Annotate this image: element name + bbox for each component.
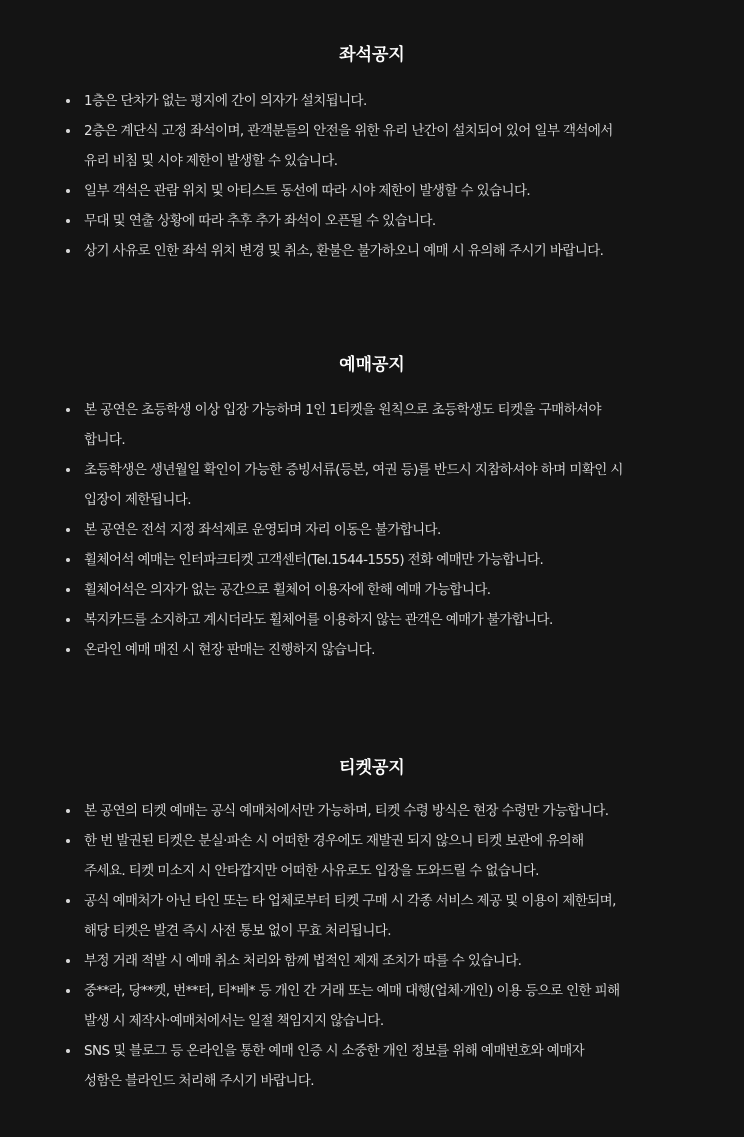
list-item [66,176,686,206]
bullet-icon [66,588,70,592]
list-item [66,455,686,515]
ticket-notice-list [66,796,686,1096]
list-item [66,575,686,605]
booking-notice-title: 예매공지 [339,355,405,375]
bullet-icon [66,249,70,253]
list-item [66,395,686,455]
seat-notice-section [0,43,744,259]
bullet-icon [66,959,70,963]
list-item-text: 1층은 단차가 없는 평지에 간이 의자가 설치됩니다. [84,93,367,109]
ticket-notice-section [0,756,744,1089]
list-item-text: 발생 시 제작사·예매처에서는 일절 책임지지 않습니다. [84,1013,384,1029]
list-item-text: 성함은 블라인드 처리해 주시기 바랍니다. [84,1073,314,1089]
list-item-text: 공식 예매처가 아닌 타인 또는 타 업체로부터 티켓 구매 시 각종 서비스 제공 및 이용이 제한되며, [84,893,616,909]
list-item [66,886,686,946]
list-item-text: 휠체어석은 의자가 없는 공간으로 휠체어 이용자에 한해 예매 가능합니다. [84,582,491,598]
list-item [66,826,686,886]
list-item-text: 합니다. [84,432,126,448]
seat-notice-list [66,86,686,266]
bullet-icon [66,839,70,843]
list-item-text: 유리 비침 및 시야 제한이 발생할 수 있습니다. [84,153,338,169]
bullet-icon [66,558,70,562]
list-item-text: 초등학생은 생년월일 확인이 가능한 증빙서류(등본, 여권 등)를 반드시 지참하셔야 하며 미확인 시 [84,462,623,478]
bullet-icon [66,648,70,652]
bullet-icon [66,468,70,472]
list-item-text: 복지카드를 소지하고 계시더라도 휠체어를 이용하지 않는 관객은 예매가 불가합니다. [84,612,553,628]
booking-notice-section [0,353,744,658]
seat-notice-title: 좌석공지 [339,45,405,65]
bullet-icon [66,408,70,412]
list-item-text: 해당 티켓은 발견 즉시 사전 통보 없이 무효 처리됩니다. [84,923,391,939]
list-item [66,605,686,635]
bullet-icon [66,129,70,133]
list-item [66,946,686,976]
bullet-icon [66,989,70,993]
list-item [66,635,686,665]
bullet-icon [66,219,70,223]
list-item [66,545,686,575]
bullet-icon [66,618,70,622]
list-item [66,116,686,176]
list-item [66,515,686,545]
list-item [66,976,686,1036]
bullet-icon [66,1049,70,1053]
list-item-text: 본 공연은 전석 지정 좌석제로 운영되며 자리 이동은 불가합니다. [84,522,441,538]
bullet-icon [66,899,70,903]
list-item-text: 중**라, 당**켓, 번**터, 티*베* 등 개인 간 거래 또는 예매 대행(업체·개인) 이용 등으로 인한 피해 [84,983,620,999]
bullet-icon [66,528,70,532]
list-item-text: 상기 사유로 인한 좌석 위치 변경 및 취소, 환불은 불가하오니 예매 시 유의해 주시기 바랍니다. [84,243,604,259]
list-item [66,1036,686,1096]
list-item-text: 2층은 계단식 고정 좌석이며, 관객분들의 안전을 위한 유리 난간이 설치되어 있어 일부 객석에서 [84,123,613,139]
list-item-text: 무대 및 연출 상황에 따라 추후 추가 좌석이 오픈될 수 있습니다. [84,213,436,229]
list-item-text: 본 공연은 초등학생 이상 입장 가능하며 1인 1티켓을 원칙으로 초등학생도 티켓을 구매하셔야 [84,402,601,418]
ticket-notice-title: 티켓공지 [339,758,405,778]
list-item [66,206,686,236]
list-item-text: 온라인 예매 매진 시 현장 판매는 진행하지 않습니다. [84,642,375,658]
booking-notice-list [66,395,686,665]
bullet-icon [66,189,70,193]
list-item-text: SNS 및 블로그 등 온라인을 통한 예매 인증 시 소중한 개인 정보를 위해 예매번호와 예매자 [84,1043,585,1059]
list-item [66,236,686,266]
bullet-icon [66,99,70,103]
list-item [66,86,686,116]
list-item-text: 입장이 제한됩니다. [84,492,191,508]
list-item-text: 한 번 발권된 티켓은 분실·파손 시 어떠한 경우에도 재발권 되지 않으니 티켓 보관에 유의해 [84,833,584,849]
list-item-text: 휠체어석 예매는 인터파크티켓 고객센터(Tel.1544-1555) 전화 예매만 가능합니다. [84,552,544,568]
list-item-text: 주세요. 티켓 미소지 시 안타깝지만 어떠한 사유로도 입장을 도와드릴 수 없습니다. [84,863,539,879]
list-item-text: 본 공연의 티켓 예매는 공식 예매처에서만 가능하며, 티켓 수령 방식은 현장 수령만 가능합니다. [84,803,609,819]
list-item-text: 부정 거래 적발 시 예매 취소 처리와 함께 법적인 제재 조치가 따를 수 있습니다. [84,953,522,969]
bullet-icon [66,809,70,813]
list-item [66,796,686,826]
list-item-text: 일부 객석은 관람 위치 및 아티스트 동선에 따라 시야 제한이 발생할 수 있습니다. [84,183,531,199]
